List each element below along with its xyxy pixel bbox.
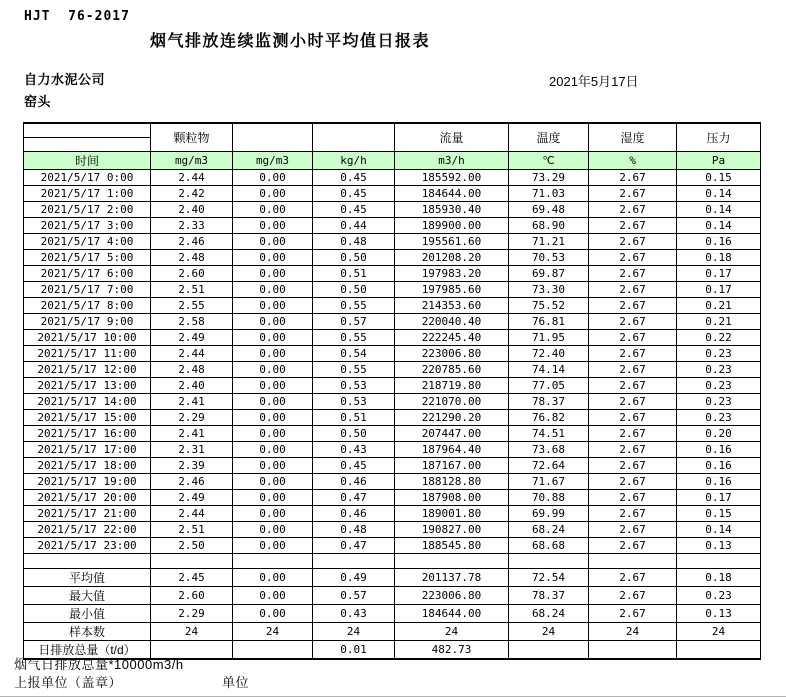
value-cell: 75.52 [509, 298, 589, 314]
value-cell: 223006.80 [395, 346, 509, 362]
table-row [24, 458, 761, 474]
value-cell: 2.44 [151, 346, 233, 362]
unit-cell: ℃ [509, 152, 589, 170]
value-cell: 207447.00 [395, 426, 509, 442]
value-cell: 189001.80 [395, 506, 509, 522]
value-cell: 0.44 [313, 218, 395, 234]
value-cell: 24 [151, 623, 233, 641]
time-cell: 2021/5/17 0:00 [24, 170, 151, 186]
summary-row [24, 623, 761, 641]
value-cell: 0.14 [677, 186, 761, 202]
value-cell: 0.49 [313, 569, 395, 587]
value-cell: 218719.80 [395, 378, 509, 394]
value-cell: 2.58 [151, 314, 233, 330]
value-cell: 72.54 [509, 569, 589, 587]
value-cell: 2.67 [589, 330, 677, 346]
value-cell: 0.45 [313, 186, 395, 202]
table-row [24, 202, 761, 218]
value-cell: 2.29 [151, 605, 233, 623]
standard-code: HJT 76-2017 [24, 9, 130, 24]
value-cell: 74.14 [509, 362, 589, 378]
value-cell: 0.16 [677, 474, 761, 490]
value-cell: 2.29 [151, 410, 233, 426]
time-cell: 2021/5/17 10:00 [24, 330, 151, 346]
summary-row [24, 569, 761, 587]
col-header-blank-3 [313, 123, 395, 152]
value-cell: 71.67 [509, 474, 589, 490]
value-cell: 68.90 [509, 218, 589, 234]
value-cell: 2.67 [589, 170, 677, 186]
value-cell: 73.30 [509, 282, 589, 298]
time-cell: 2021/5/17 2:00 [24, 202, 151, 218]
value-cell: 2.67 [589, 362, 677, 378]
value-cell: 0.17 [677, 266, 761, 282]
value-cell: 0.00 [233, 346, 313, 362]
value-cell: 2.51 [151, 282, 233, 298]
value-cell: 0.45 [313, 202, 395, 218]
time-cell: 2021/5/17 15:00 [24, 410, 151, 426]
value-cell: 2.46 [151, 474, 233, 490]
value-cell: 189900.00 [395, 218, 509, 234]
value-cell: 0.00 [233, 506, 313, 522]
value-cell: 0.14 [677, 202, 761, 218]
value-cell: 2.67 [589, 442, 677, 458]
col-header-pressure: 压力 [677, 123, 761, 152]
table-row [24, 250, 761, 266]
value-cell: 0.16 [677, 234, 761, 250]
col-header-temperature: 温度 [509, 123, 589, 152]
time-cell: 2021/5/17 21:00 [24, 506, 151, 522]
value-cell: 76.82 [509, 410, 589, 426]
value-cell: 184644.00 [395, 186, 509, 202]
value-cell: 185592.00 [395, 170, 509, 186]
unit-cell: m3/h [395, 152, 509, 170]
value-cell: 0.00 [233, 569, 313, 587]
time-cell: 2021/5/17 3:00 [24, 218, 151, 234]
value-cell: 0.47 [313, 538, 395, 554]
time-cell: 2021/5/17 1:00 [24, 186, 151, 202]
unit-cell: Pa [677, 152, 761, 170]
col-header-particulate: 颗粒物 [151, 123, 233, 152]
summary-label-cell: 样本数 [24, 623, 151, 641]
value-cell: 2.67 [589, 282, 677, 298]
value-cell: 72.64 [509, 458, 589, 474]
value-cell: 0.23 [677, 410, 761, 426]
value-cell: 2.67 [589, 346, 677, 362]
value-cell: 2.50 [151, 538, 233, 554]
value-cell: 0.00 [233, 282, 313, 298]
value-cell: 68.24 [509, 605, 589, 623]
header-blank-top [24, 123, 151, 138]
value-cell: 0.14 [677, 522, 761, 538]
value-cell: 24 [233, 623, 313, 641]
table-row [24, 522, 761, 538]
value-cell: 0.00 [233, 298, 313, 314]
time-cell: 2021/5/17 6:00 [24, 266, 151, 282]
value-cell: 0.53 [313, 378, 395, 394]
value-cell: 187964.40 [395, 442, 509, 458]
value-cell: 0.22 [677, 330, 761, 346]
value-cell [233, 641, 313, 660]
value-cell: 223006.80 [395, 587, 509, 605]
value-cell: 0.00 [233, 587, 313, 605]
value-cell: 70.88 [509, 490, 589, 506]
value-cell: 77.05 [509, 378, 589, 394]
value-cell: 0.55 [313, 330, 395, 346]
value-cell: 2.60 [151, 266, 233, 282]
value-cell: 0.00 [233, 426, 313, 442]
value-cell: 0.15 [677, 506, 761, 522]
value-cell: 2.67 [589, 298, 677, 314]
value-cell: 0.00 [233, 202, 313, 218]
value-cell: 201208.20 [395, 250, 509, 266]
value-cell: 0.00 [233, 330, 313, 346]
value-cell: 187167.00 [395, 458, 509, 474]
value-cell: 71.21 [509, 234, 589, 250]
value-cell: 0.00 [233, 362, 313, 378]
time-cell: 2021/5/17 5:00 [24, 250, 151, 266]
value-cell: 0.55 [313, 298, 395, 314]
time-cell: 2021/5/17 9:00 [24, 314, 151, 330]
value-cell: 24 [313, 623, 395, 641]
value-cell: 24 [395, 623, 509, 641]
value-cell: 2.45 [151, 569, 233, 587]
table-row [24, 442, 761, 458]
value-cell: 74.51 [509, 426, 589, 442]
value-cell: 2.41 [151, 394, 233, 410]
value-cell: 0.17 [677, 490, 761, 506]
value-cell: 2.67 [589, 490, 677, 506]
value-cell: 2.67 [589, 522, 677, 538]
unit-cell: mg/m3 [233, 152, 313, 170]
time-cell: 2021/5/17 7:00 [24, 282, 151, 298]
table-row [24, 170, 761, 186]
report-unit-label: 上报单位（盖章） [14, 675, 123, 690]
value-cell: 482.73 [395, 641, 509, 660]
value-cell: 2.67 [589, 394, 677, 410]
value-cell: 72.40 [509, 346, 589, 362]
value-cell: 2.67 [589, 234, 677, 250]
value-cell: 214353.60 [395, 298, 509, 314]
report-table [23, 122, 761, 660]
value-cell: 2.67 [589, 538, 677, 554]
value-cell: 0.00 [233, 250, 313, 266]
table-row [24, 426, 761, 442]
value-cell: 73.29 [509, 170, 589, 186]
value-cell: 2.39 [151, 458, 233, 474]
value-cell: 188128.80 [395, 474, 509, 490]
value-cell: 0.53 [313, 394, 395, 410]
value-cell: 0.00 [233, 458, 313, 474]
value-cell: 201137.78 [395, 569, 509, 587]
value-cell: 24 [589, 623, 677, 641]
value-cell: 2.40 [151, 202, 233, 218]
value-cell: 2.67 [589, 266, 677, 282]
table-row [24, 378, 761, 394]
table-row [24, 394, 761, 410]
value-cell: 0.14 [677, 218, 761, 234]
value-cell: 0.00 [233, 605, 313, 623]
value-cell: 0.00 [233, 186, 313, 202]
value-cell [589, 641, 677, 660]
table-row [24, 234, 761, 250]
value-cell: 0.00 [233, 538, 313, 554]
time-cell: 2021/5/17 8:00 [24, 298, 151, 314]
value-cell: 2.55 [151, 298, 233, 314]
time-cell: 2021/5/17 23:00 [24, 538, 151, 554]
value-cell: 68.68 [509, 538, 589, 554]
table-row [24, 218, 761, 234]
value-cell: 2.44 [151, 170, 233, 186]
time-cell: 2021/5/17 19:00 [24, 474, 151, 490]
report-date: 2021年5月17日 [549, 74, 639, 89]
value-cell: 187908.00 [395, 490, 509, 506]
table-row [24, 266, 761, 282]
value-cell: 2.44 [151, 506, 233, 522]
value-cell: 0.50 [313, 426, 395, 442]
value-cell: 197985.60 [395, 282, 509, 298]
value-cell: 220785.60 [395, 362, 509, 378]
footer-line [14, 672, 774, 691]
summary-row [24, 587, 761, 605]
unit-row [24, 152, 761, 170]
table-row [24, 282, 761, 298]
value-cell: 24 [509, 623, 589, 641]
value-cell: 0.01 [313, 641, 395, 660]
value-cell: 0.18 [677, 250, 761, 266]
header-blank-bottom [24, 138, 151, 152]
value-cell: 0.00 [233, 266, 313, 282]
table-row [24, 330, 761, 346]
value-cell: 2.49 [151, 490, 233, 506]
value-cell: 0.43 [313, 605, 395, 623]
value-cell: 2.67 [589, 218, 677, 234]
value-cell: 76.81 [509, 314, 589, 330]
value-cell: 0.00 [233, 378, 313, 394]
value-cell: 0.46 [313, 474, 395, 490]
value-cell: 0.45 [313, 458, 395, 474]
value-cell: 0.16 [677, 458, 761, 474]
table-row [24, 362, 761, 378]
value-cell: 0.51 [313, 266, 395, 282]
spacer-row [24, 554, 761, 569]
value-cell: 0.00 [233, 442, 313, 458]
value-cell: 2.67 [589, 569, 677, 587]
value-cell: 2.31 [151, 442, 233, 458]
value-cell: 2.51 [151, 522, 233, 538]
value-cell: 190827.00 [395, 522, 509, 538]
value-cell: 0.20 [677, 426, 761, 442]
flow-total-note: 烟气日排放总量*10000m3/h [14, 657, 184, 672]
value-cell: 0.18 [677, 569, 761, 587]
value-cell: 2.67 [589, 506, 677, 522]
value-cell: 2.67 [589, 202, 677, 218]
table-row [24, 186, 761, 202]
value-cell: 69.87 [509, 266, 589, 282]
value-cell: 70.53 [509, 250, 589, 266]
value-cell: 221290.20 [395, 410, 509, 426]
value-cell: 0.00 [233, 490, 313, 506]
value-cell: 0.00 [233, 218, 313, 234]
unit-cell: % [589, 152, 677, 170]
time-cell: 2021/5/17 17:00 [24, 442, 151, 458]
value-cell: 184644.00 [395, 605, 509, 623]
value-cell: 2.67 [589, 378, 677, 394]
value-cell: 2.67 [589, 410, 677, 426]
value-cell: 71.95 [509, 330, 589, 346]
unit-label: 单位 [222, 675, 250, 690]
value-cell: 0.50 [313, 282, 395, 298]
value-cell: 0.23 [677, 587, 761, 605]
value-cell: 0.50 [313, 250, 395, 266]
value-cell: 0.45 [313, 170, 395, 186]
value-cell: 0.51 [313, 410, 395, 426]
value-cell: 2.67 [589, 587, 677, 605]
value-cell: 0.21 [677, 298, 761, 314]
value-cell: 2.49 [151, 330, 233, 346]
value-cell: 78.37 [509, 587, 589, 605]
time-cell: 2021/5/17 22:00 [24, 522, 151, 538]
value-cell: 0.23 [677, 346, 761, 362]
table-row [24, 314, 761, 330]
table-row [24, 410, 761, 426]
value-cell: 0.48 [313, 522, 395, 538]
value-cell [677, 641, 761, 660]
value-cell: 73.68 [509, 442, 589, 458]
value-cell: 68.24 [509, 522, 589, 538]
value-cell: 0.57 [313, 587, 395, 605]
unit-cell: kg/h [313, 152, 395, 170]
value-cell: 0.00 [233, 410, 313, 426]
value-cell: 221070.00 [395, 394, 509, 410]
value-cell: 0.23 [677, 378, 761, 394]
value-cell: 2.60 [151, 587, 233, 605]
value-cell: 0.46 [313, 506, 395, 522]
time-cell: 2021/5/17 11:00 [24, 346, 151, 362]
summary-label-cell: 日排放总量（t/d） [24, 641, 151, 660]
value-cell: 69.48 [509, 202, 589, 218]
value-cell: 0.23 [677, 362, 761, 378]
table-row [24, 298, 761, 314]
time-cell: 2021/5/17 4:00 [24, 234, 151, 250]
summary-label-cell: 最小值 [24, 605, 151, 623]
value-cell: 0.43 [313, 442, 395, 458]
value-cell: 222245.40 [395, 330, 509, 346]
time-header: 时间 [24, 152, 151, 170]
table-row [24, 474, 761, 490]
value-cell: 2.48 [151, 362, 233, 378]
value-cell: 2.48 [151, 250, 233, 266]
time-cell: 2021/5/17 18:00 [24, 458, 151, 474]
table-row [24, 506, 761, 522]
value-cell: 0.13 [677, 538, 761, 554]
value-cell: 0.16 [677, 442, 761, 458]
company-name: 自力水泥公司 [24, 72, 106, 87]
time-cell: 2021/5/17 16:00 [24, 426, 151, 442]
summary-row [24, 605, 761, 623]
time-cell: 2021/5/17 14:00 [24, 394, 151, 410]
value-cell: 2.40 [151, 378, 233, 394]
value-cell: 78.37 [509, 394, 589, 410]
value-cell: 0.00 [233, 474, 313, 490]
value-cell: 0.00 [233, 170, 313, 186]
summary-label-cell: 平均值 [24, 569, 151, 587]
value-cell: 0.13 [677, 605, 761, 623]
value-cell: 0.57 [313, 314, 395, 330]
value-cell: 0.00 [233, 522, 313, 538]
value-cell: 195561.60 [395, 234, 509, 250]
col-header-blank-2 [233, 123, 313, 152]
value-cell: 197983.20 [395, 266, 509, 282]
value-cell: 2.67 [589, 314, 677, 330]
value-cell: 0.21 [677, 314, 761, 330]
time-cell: 2021/5/17 13:00 [24, 378, 151, 394]
value-cell: 0.48 [313, 234, 395, 250]
value-cell [509, 641, 589, 660]
value-cell: 2.67 [589, 605, 677, 623]
value-cell: 2.41 [151, 426, 233, 442]
time-cell: 2021/5/17 20:00 [24, 490, 151, 506]
value-cell: 0.23 [677, 394, 761, 410]
monitoring-point: 窑头 [24, 94, 52, 109]
value-cell: 185930.40 [395, 202, 509, 218]
value-cell: 2.33 [151, 218, 233, 234]
summary-label-cell: 最大值 [24, 587, 151, 605]
value-cell: 0.00 [233, 394, 313, 410]
value-cell: 71.03 [509, 186, 589, 202]
time-cell: 2021/5/17 12:00 [24, 362, 151, 378]
value-cell: 2.46 [151, 234, 233, 250]
unit-cell: mg/m3 [151, 152, 233, 170]
value-cell: 2.67 [589, 250, 677, 266]
value-cell: 2.67 [589, 426, 677, 442]
value-cell: 2.67 [589, 458, 677, 474]
table-row [24, 538, 761, 554]
report-title: 烟气排放连续监测小时平均值日报表 [150, 33, 431, 50]
value-cell: 0.17 [677, 282, 761, 298]
value-cell: 0.54 [313, 346, 395, 362]
col-header-humidity: 湿度 [589, 123, 677, 152]
value-cell: 69.99 [509, 506, 589, 522]
table-row [24, 346, 761, 362]
value-cell: 2.67 [589, 474, 677, 490]
value-cell: 0.55 [313, 362, 395, 378]
value-cell: 24 [677, 623, 761, 641]
value-cell: 220040.40 [395, 314, 509, 330]
value-cell: 0.00 [233, 234, 313, 250]
value-cell: 2.42 [151, 186, 233, 202]
value-cell: 0.00 [233, 314, 313, 330]
value-cell: 188545.80 [395, 538, 509, 554]
value-cell: 2.67 [589, 186, 677, 202]
value-cell: 0.15 [677, 170, 761, 186]
value-cell: 0.47 [313, 490, 395, 506]
col-header-flow: 流量 [395, 123, 509, 152]
table-row [24, 490, 761, 506]
